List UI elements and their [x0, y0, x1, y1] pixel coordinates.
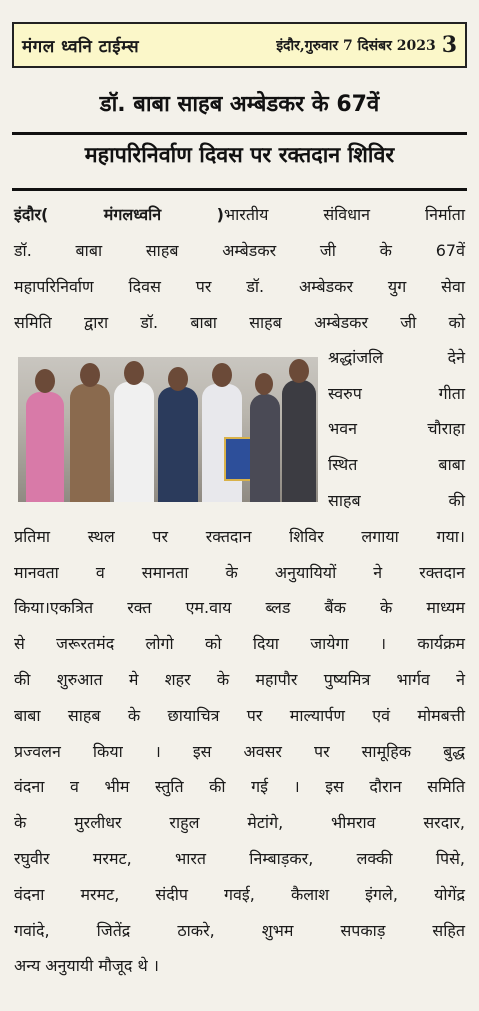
article-line: रघुवीर मरमट, भारत निम्बाड़कर, लक्की पिसे,	[14, 849, 465, 868]
event-photo	[18, 357, 318, 502]
masthead-right	[276, 32, 457, 58]
article-line: के मुरलीधर राहुल मेटांगे, भीमराव सरदार,	[14, 813, 465, 832]
photo-person	[70, 384, 110, 502]
article-line: वंदना व भीम स्तुति की गई । इस दौरान समिति	[14, 777, 465, 796]
article-line: वंदना मरमट, संदीप गवई, कैलाश इंगले, योगेंद्र	[14, 885, 465, 904]
newspaper-name: मंगल ध्वनि टाईम्स	[22, 36, 140, 57]
article-line: प्रज्वलन किया । इस अवसर पर सामूहिक बुद्ध	[14, 742, 465, 761]
article-line: किया।एकत्रित रक्त एम.वाय ब्लड बैंक के माध्यम	[14, 598, 465, 617]
article-line: भवन चौराहा	[328, 419, 465, 438]
article-line: श्रद्धांजलि देने	[328, 348, 465, 367]
article-line: की शुरुआत मे शहर के महापौर पुष्यमित्र भार्गव ने	[14, 670, 465, 689]
article-line: इंदौर( मंगलध्वनि )भारतीय संविधान निर्माता	[14, 205, 466, 224]
headline-line-2: महापरिनिर्वाण दिवस पर रक्तदान शिविर	[84, 143, 395, 168]
headline-rule	[12, 132, 467, 135]
article-line: अन्य अनुयायी मौजूद थे ।	[14, 956, 159, 975]
article-line: स्थित बाबा	[328, 455, 465, 474]
dateline: इंदौर( मंगलध्वनि )	[14, 205, 224, 224]
headline-line-1: डॉ. बाबा साहब अम्बेडकर के 67वें	[99, 92, 380, 117]
photo-person	[26, 392, 64, 502]
article-line: साहब की	[328, 491, 465, 510]
article-line: समिति द्वारा डॉ. बाबा साहब अम्बेडकर जी को	[14, 313, 465, 332]
photo-person	[158, 387, 198, 502]
headline-rule	[12, 188, 467, 191]
article-line: से जरूरतमंद लोगो को दिया जायेगा । कार्यक्रम	[14, 634, 465, 653]
issue-date: इंदौर,गुरुवार 7 दिसंबर 2023	[276, 37, 436, 54]
photo-person-head	[35, 369, 55, 393]
photo-person-head	[124, 361, 144, 385]
article-line: मानवता व समानता के अनुयायियों ने रक्तदान	[14, 563, 465, 582]
masthead	[12, 22, 467, 68]
photo-person	[282, 380, 316, 502]
photo-person	[250, 394, 280, 502]
article-line: महापरिनिर्वाण दिवस पर डॉ. अम्बेडकर युग सेवा	[14, 277, 465, 296]
photo-person-head	[255, 373, 273, 395]
photo-person-head	[289, 359, 309, 383]
photo-person-head	[80, 363, 100, 387]
page-number: 3	[441, 32, 457, 58]
photo-person	[114, 382, 154, 502]
article-line: प्रतिमा स्थल पर रक्तदान शिविर लगाया गया।	[14, 527, 465, 546]
article-line: स्वरुप गीता	[328, 384, 465, 403]
article-line: बाबा साहब के छायाचित्र पर माल्यार्पण एवं मोमबत्ती	[14, 706, 465, 725]
photo-person-head	[212, 363, 232, 387]
photo-person-head	[168, 367, 188, 391]
article-line: डॉ. बाबा साहब अम्बेडकर जी के 67वें	[14, 241, 465, 260]
article-line: गवांदे, जितेंद्र ठाकरे, शुभम सपकाड़ सहित	[14, 921, 465, 940]
